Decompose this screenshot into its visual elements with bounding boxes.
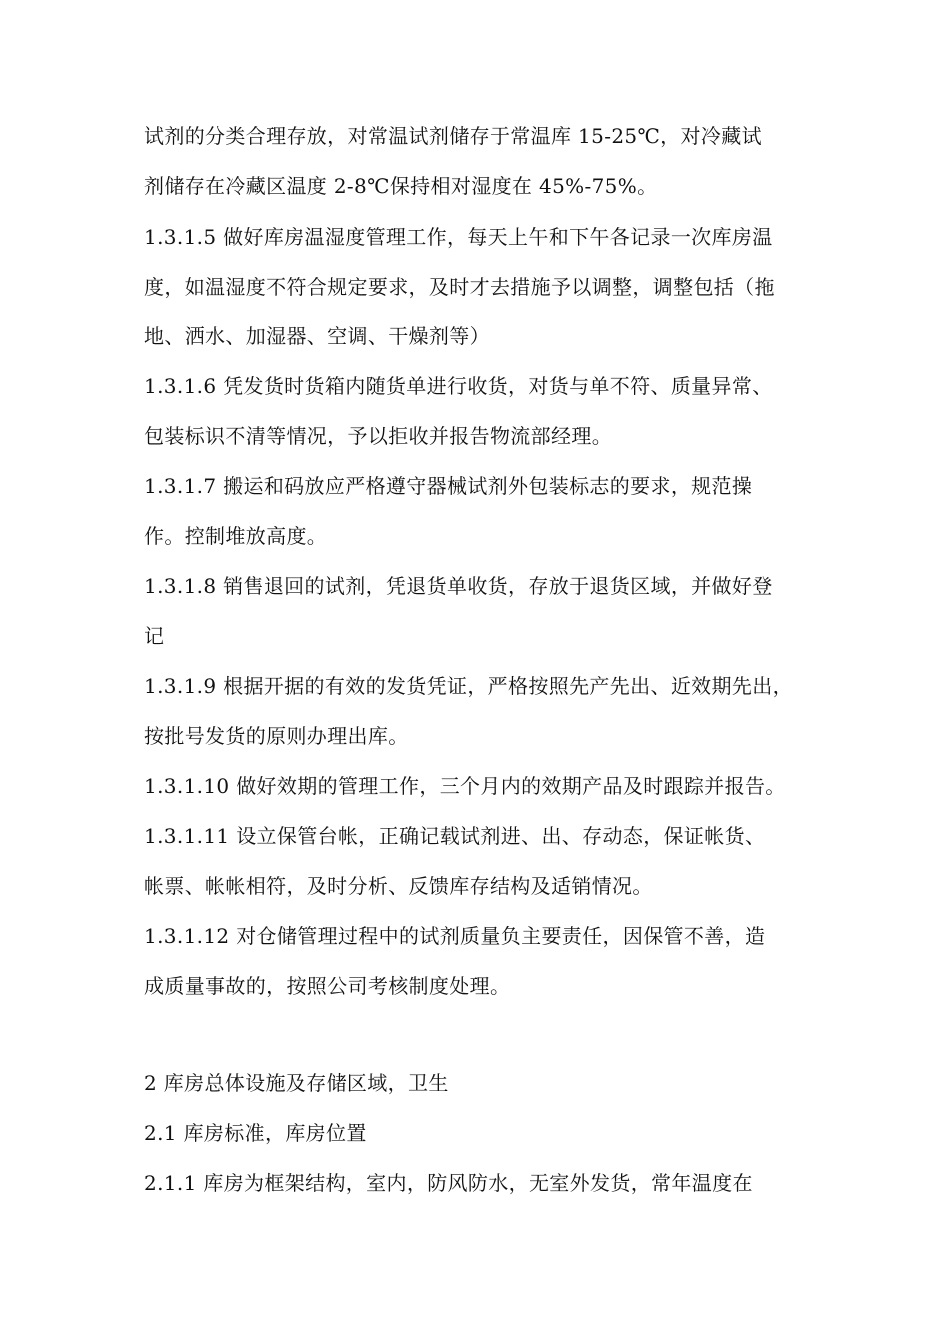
text-line: 度，如温湿度不符合规定要求，及时才去措施予以调整，调整包括（拖 (144, 275, 775, 299)
text-line: 1.3.1.9 根据开据的有效的发货凭证，严格按照先产先出、近效期先出， (144, 674, 793, 698)
text-line: 作。控制堆放高度。 (144, 524, 328, 548)
text-line: 剂储存在冷藏区温度 2-8℃保持相对湿度在 45%-75%。 (144, 174, 658, 198)
text-line: 地、洒水、加湿器、空调、干燥剂等） (144, 324, 490, 348)
text-line: 1.3.1.12 对仓储管理过程中的试剂质量负主要责任，因保管不善，造 (144, 924, 766, 948)
text-line: 1.3.1.7 搬运和码放应严格遵守器械试剂外包装标志的要求，规范操 (144, 474, 753, 498)
text-line: 1.3.1.8 销售退回的试剂，凭退货单收货，存放于退货区域，并做好登 (144, 574, 773, 598)
text-line: 2.1.1 库房为框架结构，室内，防风防水，无室外发货，常年温度在 (144, 1171, 753, 1195)
text-line: 成质量事故的，按照公司考核制度处理。 (144, 974, 511, 998)
text-line: 1.3.1.5 做好库房温湿度管理工作，每天上午和下午各记录一次库房温 (144, 225, 773, 249)
text-line: 包装标识不清等情况，予以拒收并报告物流部经理。 (144, 424, 613, 448)
text-line: 记 (144, 624, 165, 648)
subsection-heading: 2.1 库房标准，库房位置 (144, 1121, 367, 1145)
section-heading: 2 库房总体设施及存储区域，卫生 (144, 1071, 449, 1095)
text-line: 1.3.1.10 做好效期的管理工作，三个月内的效期产品及时跟踪并报告。 (144, 774, 786, 798)
text-line: 1.3.1.11 设立保管台帐，正确记载试剂进、出、存动态，保证帐货、 (144, 824, 766, 848)
text-line: 试剂的分类合理存放，对常温试剂储存于常温库 15-25℃，对冷藏试 (144, 124, 762, 148)
text-line: 帐票、帐帐相符，及时分析、反馈库存结构及适销情况。 (144, 874, 653, 898)
text-line: 1.3.1.6 凭发货时货箱内随货单进行收货，对货与单不符、质量异常、 (144, 374, 773, 398)
text-line: 按批号发货的原则办理出库。 (144, 724, 409, 748)
